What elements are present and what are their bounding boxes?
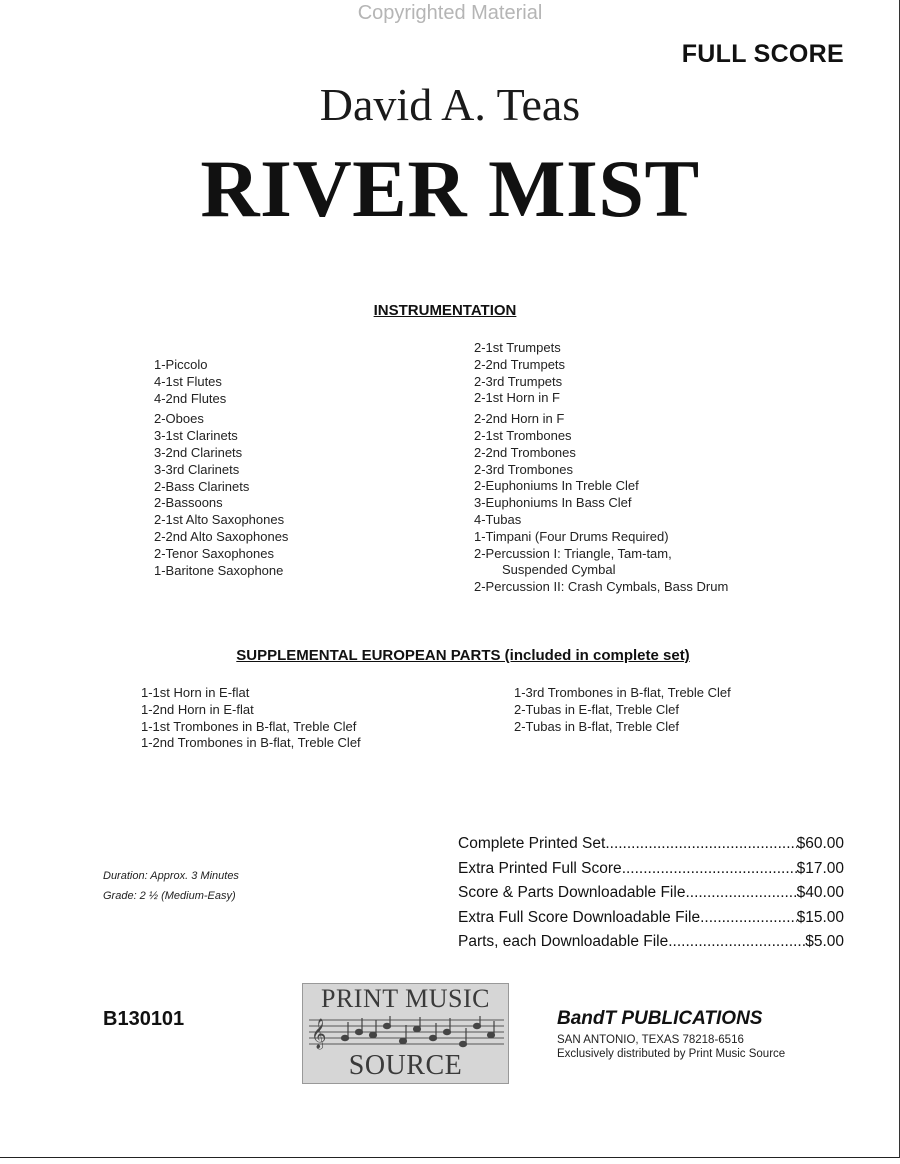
price-list <box>458 832 844 955</box>
instrument-item: 4-Tubas <box>474 511 522 527</box>
publisher-name: BandT PUBLICATIONS <box>557 1008 763 1029</box>
catalog-number: B130101 <box>103 1008 185 1030</box>
price-row <box>458 857 844 882</box>
price-value: $15.00 <box>796 908 844 926</box>
publisher-address-line: SAN ANTONIO, TEXAS 78218-6516 <box>557 1034 744 1046</box>
price-row <box>458 881 844 906</box>
instrument-item: 2-2nd Alto Saxophones <box>154 528 289 544</box>
logo-text-bottom: SOURCE <box>348 1050 463 1081</box>
music-staff-icon <box>309 1016 504 1052</box>
price-leader-dots <box>605 832 796 857</box>
supplemental-item: 1-2nd Horn in E-flat <box>141 701 254 717</box>
page-border-bottom <box>0 1157 900 1158</box>
supplemental-list-left <box>141 685 361 752</box>
instrument-item: 2-3rd Trumpets <box>474 373 563 389</box>
supplemental-item: 2-Tubas in E-flat, Treble Clef <box>514 701 679 717</box>
piece-title: RIVER MIST <box>200 143 700 234</box>
supplemental-list-right <box>514 685 731 735</box>
grade-text: Grade: 2 ½ (Medium-Easy) <box>103 890 236 902</box>
instrument-item: 2-2nd Horn in F <box>474 411 565 427</box>
price-label: Extra Full Score Downloadable File <box>458 908 701 926</box>
instrument-item: 2-1st Alto Saxophones <box>154 512 285 528</box>
instrument-item: Suspended Cymbal <box>502 562 616 578</box>
supplemental-item: 1-1st Trombones in B-flat, Treble Clef <box>141 718 357 734</box>
price-leader-dots <box>685 881 796 906</box>
price-value: $5.00 <box>805 933 844 951</box>
instrumentation-list-right <box>474 340 728 596</box>
instrument-item: 2-2nd Trombones <box>474 444 576 460</box>
publisher-distribution-line: Exclusively distributed by Print Music Source <box>557 1048 786 1060</box>
price-label: Extra Printed Full Score <box>458 859 622 877</box>
copyright-watermark: Copyrighted Material <box>357 2 543 24</box>
price-leader-dots <box>622 857 797 882</box>
price-value: $40.00 <box>796 884 844 902</box>
supplemental-item: 1-3rd Trombones in B-flat, Treble Clef <box>514 685 731 700</box>
instrument-item: 2-1st Horn in F <box>474 390 560 406</box>
instrument-item: 2-Tenor Saxophones <box>154 545 274 561</box>
instrument-item: 3-1st Clarinets <box>154 428 238 444</box>
instrument-item: 2-2nd Trumpets <box>474 356 566 372</box>
publisher-address <box>557 1033 785 1061</box>
price-row <box>458 906 844 931</box>
instrument-item: 4-2nd Flutes <box>154 390 227 406</box>
instrument-item: 2-Oboes <box>154 411 204 427</box>
supplemental-item: 2-Tubas in B-flat, Treble Clef <box>514 718 679 734</box>
instrument-item: 2-Percussion II: Crash Cymbals, Bass Drum <box>474 579 729 595</box>
price-row <box>458 832 844 857</box>
supplemental-item: 1-1st Horn in E-flat <box>141 685 250 700</box>
supplemental-parts-heading: SUPPLEMENTAL EUROPEAN PARTS (included in complete set) <box>236 647 690 664</box>
print-music-source-logo <box>302 983 509 1084</box>
instrument-item: 1-Baritone Saxophone <box>154 562 284 578</box>
instrument-item: 2-3rd Trombones <box>474 461 573 477</box>
instrument-item: 1-Timpani (Four Drums Required) <box>474 528 669 544</box>
instrument-item: 2-Bassoons <box>154 495 223 511</box>
price-label: Score & Parts Downloadable File <box>458 884 686 902</box>
instrument-item: 2-1st Trumpets <box>474 340 561 355</box>
score-type-label: FULL SCORE <box>681 40 844 68</box>
composer-name: David A. Teas <box>319 79 581 130</box>
price-value: $60.00 <box>796 835 844 852</box>
logo-text-top: PRINT MUSIC <box>320 984 490 1013</box>
instrumentation-list-left <box>154 357 288 579</box>
instrument-item: 1-Piccolo <box>154 357 208 372</box>
instrument-item: 2-Euphoniums In Treble Clef <box>474 478 639 494</box>
price-leader-dots <box>668 930 805 955</box>
instrument-item: 2-Percussion I: Triangle, Tam-tam, <box>474 545 672 561</box>
price-label: Parts, each Downloadable File <box>458 933 669 951</box>
instrument-item: 3-3rd Clarinets <box>154 461 240 477</box>
instrument-item: 4-1st Flutes <box>154 373 222 389</box>
instrument-item: 3-Euphoniums In Bass Clef <box>474 495 632 511</box>
instrument-item: 3-2nd Clarinets <box>154 444 243 460</box>
duration-text: Duration: Approx. 3 Minutes <box>103 870 239 882</box>
instrument-item: 2-1st Trombones <box>474 427 572 443</box>
instrumentation-heading: INSTRUMENTATION <box>373 302 517 319</box>
price-label: Complete Printed Set <box>458 835 606 852</box>
instrument-item: 2-Bass Clarinets <box>154 478 250 494</box>
price-leader-dots <box>700 906 796 931</box>
supplemental-item: 1-2nd Trombones in B-flat, Treble Clef <box>141 735 361 751</box>
price-value: $17.00 <box>796 859 844 877</box>
price-row <box>458 930 844 955</box>
duration-grade-info <box>103 866 239 906</box>
svg-text:𝄞: 𝄞 <box>311 1019 327 1049</box>
